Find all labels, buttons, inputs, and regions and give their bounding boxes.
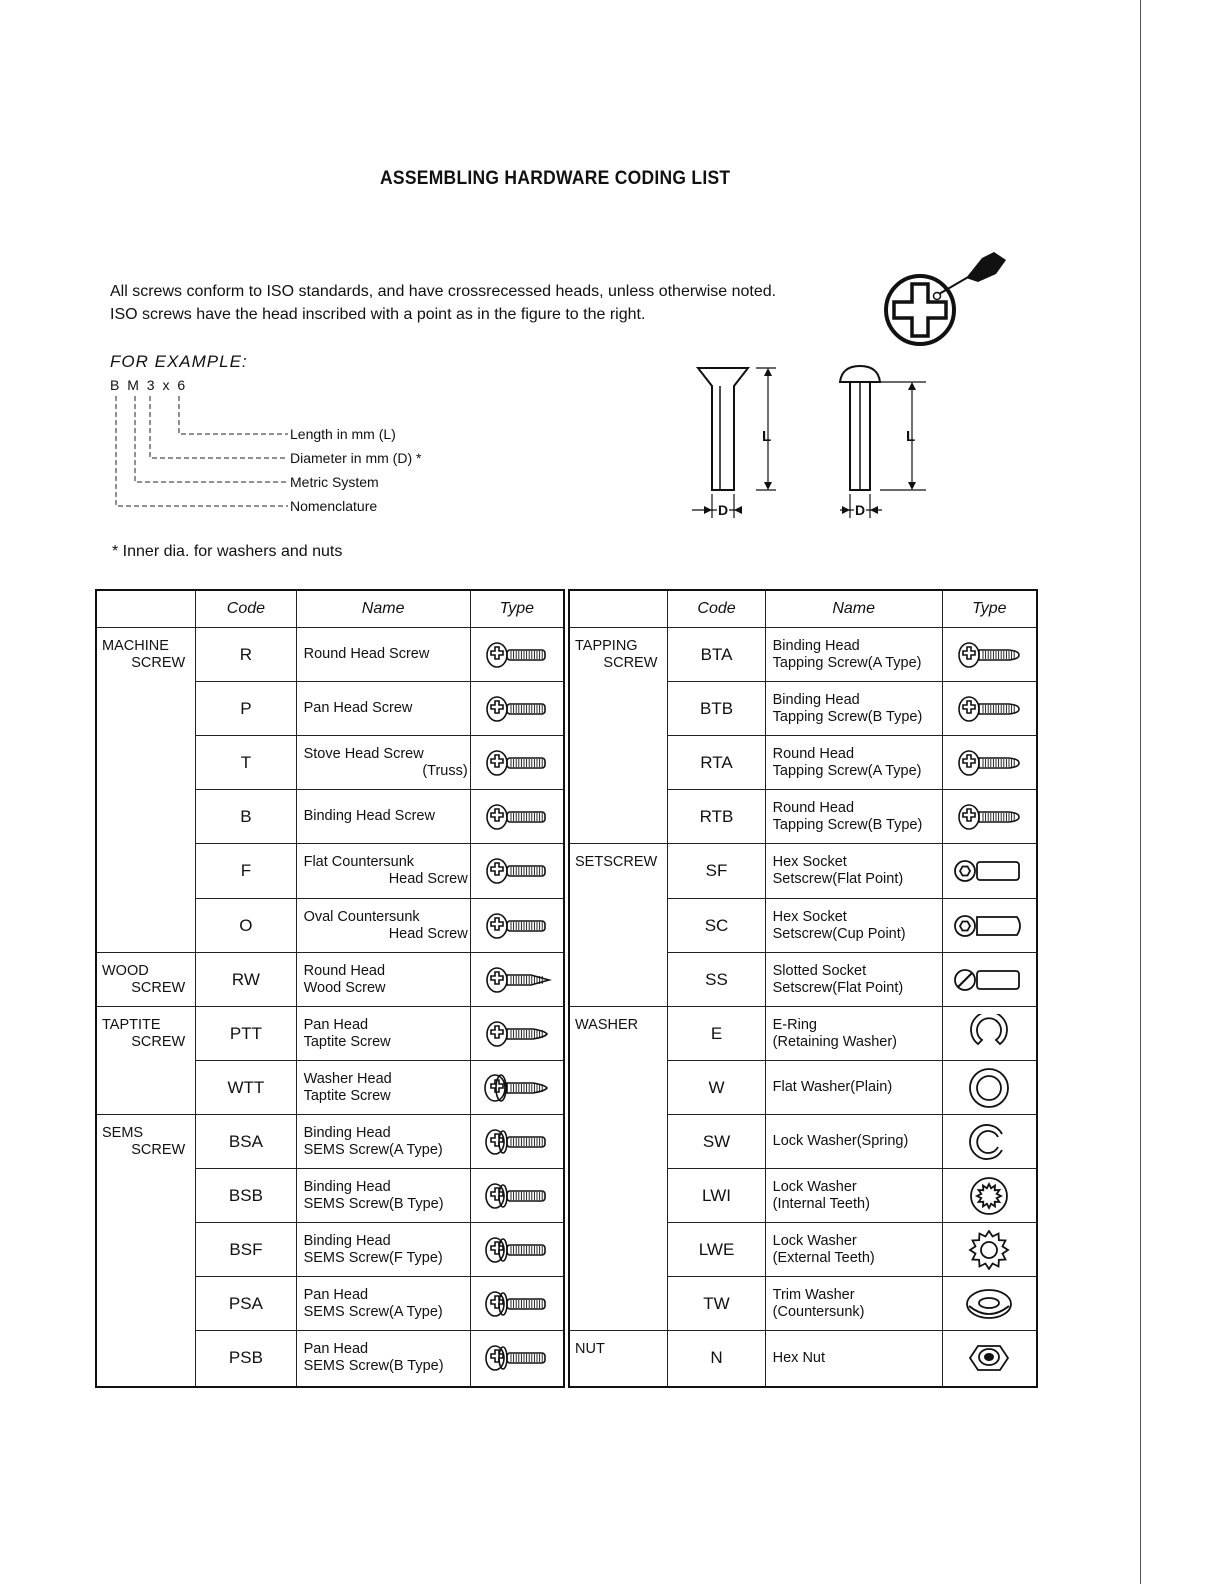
hardware-name: [296, 1115, 470, 1169]
internal-tooth-washer-icon: [943, 1176, 1036, 1216]
hardware-name: [765, 953, 942, 1007]
left-header-code: Code: [196, 590, 296, 628]
left-header-name: Name: [296, 590, 470, 628]
hardware-type-cell: [942, 628, 1037, 682]
right-header-type: Type: [942, 590, 1037, 628]
screw-dimension-figure: [690, 362, 940, 527]
category-label: WASHER: [575, 1017, 639, 1033]
hardware-name-line: Lock Washer: [772, 1232, 857, 1249]
hardware-code: E: [668, 1007, 765, 1061]
hardware-code: PTT: [196, 1007, 296, 1061]
right-table-row: [569, 628, 1037, 682]
hardware-name: [765, 1115, 942, 1169]
category-label: MACHINE: [102, 638, 169, 654]
hardware-code: F: [196, 844, 296, 899]
right-category-cell: [569, 1007, 668, 1331]
hardware-name-line: Tapping Screw(B Type): [772, 816, 923, 833]
hardware-type-cell: [942, 1115, 1037, 1169]
sems-screw-a-icon: [471, 1126, 563, 1158]
category-label: TAPTITE: [102, 1017, 161, 1033]
category-label: SCREW: [131, 655, 186, 671]
page-edge-line: [1140, 0, 1141, 1584]
hardware-name-line: Binding Head: [772, 637, 860, 654]
left-category-cell: [96, 1007, 196, 1115]
hardware-type-cell: [942, 844, 1037, 899]
hardware-name-line: Setscrew(Flat Point): [772, 871, 904, 887]
hardware-name-line: Round Head: [303, 962, 386, 979]
spring-lock-washer-icon: [943, 1122, 1036, 1162]
right-category-cell: [569, 628, 668, 844]
wood-screw-icon: [471, 964, 563, 996]
slotted-setscrew-icon: [943, 964, 1036, 996]
round-head-screw-icon: [471, 639, 563, 671]
left-header-type: Type: [470, 590, 564, 628]
hardware-name-line: Setscrew(Cup Point): [772, 925, 906, 942]
hardware-name: [296, 790, 470, 844]
hardware-type-cell: [942, 1277, 1037, 1331]
right-category-cell: [569, 1331, 668, 1387]
hardware-name: [765, 844, 942, 899]
category-label: TAPPING: [575, 638, 638, 654]
pan-taptite-screw-icon: [471, 1018, 563, 1050]
hardware-name-line: Tapping Screw(A Type): [772, 654, 922, 671]
hardware-type-cell: [942, 790, 1037, 844]
category-label: SCREW: [131, 1142, 186, 1158]
hardware-name-line: (External Teeth): [772, 1249, 875, 1266]
hardware-type-cell: [470, 628, 564, 682]
category-label: NUT: [575, 1341, 605, 1357]
hardware-name-line: Pan Head: [303, 1016, 369, 1033]
hardware-name-line: Binding Head: [303, 1178, 391, 1195]
left-category-cell: [96, 953, 196, 1007]
hardware-code: PSB: [196, 1331, 296, 1387]
hardware-name: [296, 899, 470, 953]
hardware-name-line: Lock Washer: [772, 1178, 857, 1195]
hardware-name-line: Head Screw: [388, 925, 468, 942]
hardware-name: [296, 1277, 470, 1331]
stove-head-screw-icon: [471, 747, 563, 779]
hardware-code: WTT: [196, 1061, 296, 1115]
washer-note: * Inner dia. for washers and nuts: [112, 543, 343, 560]
hardware-name-line: Pan Head: [303, 1341, 369, 1358]
example-code: B M 3 x 6: [110, 377, 188, 393]
hardware-name: [296, 1007, 470, 1061]
hardware-name: [765, 1007, 942, 1061]
hardware-type-cell: [942, 682, 1037, 736]
hardware-type-cell: [470, 1169, 564, 1223]
dim-label-D-1: D: [718, 502, 729, 518]
hardware-name-line: Oval Countersunk: [303, 908, 420, 925]
hardware-name: [296, 844, 470, 899]
right-table-row: [569, 1331, 1037, 1387]
hardware-name-line: Round Head: [772, 745, 855, 762]
hardware-type-cell: [942, 736, 1037, 790]
left-header-category: [96, 590, 196, 628]
hardware-name: [296, 736, 470, 790]
hardware-name-line: Pan Head Screw: [303, 700, 413, 716]
hardware-name-line: Washer Head: [303, 1070, 392, 1087]
hardware-type-cell: [470, 953, 564, 1007]
left-category-cell: [96, 1115, 196, 1387]
hardware-name-line: Binding Head Screw: [303, 808, 435, 824]
oval-countersunk-screw-icon: [471, 910, 563, 942]
hardware-name-line: (Internal Teeth): [772, 1195, 870, 1212]
right-header-code: Code: [668, 590, 765, 628]
hardware-code: RTB: [668, 790, 765, 844]
left-coding-table: [95, 589, 565, 1388]
hardware-type-cell: [942, 1061, 1037, 1115]
hardware-type-cell: [942, 1223, 1037, 1277]
hardware-code: BSB: [196, 1169, 296, 1223]
left-table-row: [96, 1007, 564, 1061]
hardware-name: [765, 899, 942, 953]
category-label: SCREW: [603, 655, 658, 671]
hardware-code: SC: [668, 899, 765, 953]
right-category-cell: [569, 844, 668, 1007]
legend-nomenclature: Nomenclature: [290, 498, 378, 514]
hardware-name-line: Trim Washer: [772, 1286, 855, 1303]
hardware-name-line: Round Head Screw: [303, 646, 430, 662]
iso-cross-head-icon: [882, 248, 1012, 348]
hardware-code: LWI: [668, 1169, 765, 1223]
tapping-screw-a-icon: [943, 639, 1036, 671]
category-label: SCREW: [131, 1034, 186, 1050]
right-coding-table: [568, 589, 1038, 1388]
hardware-name: [765, 628, 942, 682]
flat-countersunk-screw-icon: [471, 855, 563, 887]
category-label: SEMS: [102, 1125, 144, 1141]
binding-head-screw-icon: [471, 801, 563, 833]
right-header-name: Name: [765, 590, 942, 628]
hardware-code: SS: [668, 953, 765, 1007]
hardware-type-cell: [942, 899, 1037, 953]
dim-label-L-1: L: [762, 428, 772, 445]
hardware-name-line: Setscrew(Flat Point): [772, 979, 904, 996]
category-label: SETSCREW: [575, 854, 658, 870]
hardware-type-cell: [942, 1007, 1037, 1061]
hardware-type-cell: [470, 844, 564, 899]
hardware-code: SF: [668, 844, 765, 899]
sems-screw-f-icon: [471, 1234, 563, 1266]
pan-sems-screw-a-icon: [471, 1288, 563, 1320]
hardware-name-line: Hex Socket: [772, 854, 847, 870]
left-category-cell: [96, 628, 196, 953]
hardware-code: R: [196, 628, 296, 682]
hardware-name-line: E-Ring: [772, 1016, 817, 1033]
legend-length: Length in mm (L): [290, 426, 396, 442]
hardware-name-line: Slotted Socket: [772, 962, 867, 979]
round-tapping-screw-b-icon: [943, 801, 1036, 833]
hardware-name: [765, 1331, 942, 1387]
hardware-code: BSA: [196, 1115, 296, 1169]
hardware-name-line: SEMS Screw(A Type): [303, 1303, 443, 1320]
sems-screw-b-icon: [471, 1180, 563, 1212]
hardware-name-line: Pan Head: [303, 1286, 369, 1303]
category-label: WOOD: [102, 963, 149, 979]
hardware-name-line: SEMS Screw(A Type): [303, 1141, 443, 1158]
hardware-code: W: [668, 1061, 765, 1115]
hardware-code: BTB: [668, 682, 765, 736]
dim-label-D-2: D: [855, 502, 866, 518]
hardware-name-line: (Retaining Washer): [772, 1033, 898, 1050]
flat-washer-icon: [943, 1068, 1036, 1108]
hardware-name-line: (Countersunk): [772, 1303, 865, 1320]
hardware-code: RTA: [668, 736, 765, 790]
hardware-type-cell: [470, 1277, 564, 1331]
pan-sems-screw-b-icon: [471, 1342, 563, 1374]
hardware-name: [765, 682, 942, 736]
trim-washer-icon: [943, 1284, 1036, 1324]
hex-nut-icon: [943, 1338, 1036, 1378]
hardware-name-line: Wood Screw: [303, 979, 386, 996]
hardware-name: [296, 628, 470, 682]
hardware-name: [765, 1223, 942, 1277]
hex-setscrew-flat-icon: [943, 855, 1036, 887]
external-tooth-washer-icon: [943, 1230, 1036, 1270]
hardware-name: [296, 1061, 470, 1115]
right-header-category: [569, 590, 668, 628]
hardware-name-line: Binding Head: [303, 1124, 391, 1141]
hardware-type-cell: [470, 1061, 564, 1115]
hardware-code: RW: [196, 953, 296, 1007]
washer-taptite-screw-icon: [471, 1072, 563, 1104]
hardware-type-cell: [942, 953, 1037, 1007]
example-label: FOR EXAMPLE:: [110, 352, 248, 371]
hardware-name: [296, 1223, 470, 1277]
hardware-name-line: SEMS Screw(F Type): [303, 1249, 443, 1266]
pan-head-screw-icon: [471, 693, 563, 725]
hardware-code: TW: [668, 1277, 765, 1331]
dim-label-L-2: L: [906, 428, 916, 445]
intro-line-1: All screws conform to ISO standards, and have crossrecessed heads, unless otherwise noted.: [110, 283, 777, 300]
hardware-code: BSF: [196, 1223, 296, 1277]
hardware-type-cell: [942, 1169, 1037, 1223]
hardware-type-cell: [470, 1007, 564, 1061]
right-table-row: [569, 1007, 1037, 1061]
hardware-code: N: [668, 1331, 765, 1387]
hardware-name-line: Binding Head: [303, 1232, 391, 1249]
hardware-name-line: Round Head: [772, 799, 855, 816]
hardware-name-line: SEMS Screw(B Type): [303, 1195, 444, 1212]
hardware-name-line: Stove Head Screw: [303, 745, 424, 762]
left-table-row: [96, 953, 564, 1007]
hardware-type-cell: [470, 790, 564, 844]
hardware-code: SW: [668, 1115, 765, 1169]
hardware-name: [765, 736, 942, 790]
hardware-name-line: Flat Washer(Plain): [772, 1079, 893, 1095]
hardware-name: [765, 1169, 942, 1223]
hardware-name-line: Binding Head: [772, 691, 860, 708]
hardware-type-cell: [470, 1331, 564, 1387]
hardware-code: LWE: [668, 1223, 765, 1277]
hardware-name: [296, 1169, 470, 1223]
hardware-name: [296, 953, 470, 1007]
hex-setscrew-cup-icon: [943, 910, 1036, 942]
hardware-name-line: Taptite Screw: [303, 1087, 391, 1104]
iso-screw-head-figure: [882, 248, 1012, 353]
hardware-type-cell: [470, 736, 564, 790]
tapping-screw-b-icon: [943, 693, 1036, 725]
hardware-code: P: [196, 682, 296, 736]
hardware-name-line: Head Screw: [388, 871, 468, 887]
hardware-name-line: Hex Nut: [772, 1349, 826, 1366]
hardware-type-cell: [942, 1331, 1037, 1387]
left-table-row: [96, 628, 564, 682]
hardware-name: [296, 682, 470, 736]
hardware-name-line: Tapping Screw(A Type): [772, 762, 922, 779]
right-table-row: [569, 844, 1037, 899]
hardware-type-cell: [470, 899, 564, 953]
intro-text: [110, 280, 776, 326]
hardware-code: BTA: [668, 628, 765, 682]
hardware-code: T: [196, 736, 296, 790]
hardware-type-cell: [470, 1223, 564, 1277]
hardware-name: [296, 1331, 470, 1387]
example-leader-lines: [108, 394, 293, 514]
legend-diameter: Diameter in mm (D) *: [290, 450, 422, 466]
hardware-name-line: Flat Countersunk: [303, 854, 415, 870]
category-label: SCREW: [131, 980, 186, 996]
legend-metric: Metric System: [290, 474, 379, 490]
hardware-name: [765, 1061, 942, 1115]
hardware-code: PSA: [196, 1277, 296, 1331]
left-table-row: [96, 1115, 564, 1169]
e-ring-icon: [943, 1014, 1036, 1054]
hardware-name: [765, 790, 942, 844]
page-title: ASSEMBLING HARDWARE CODING LIST: [380, 168, 731, 189]
hardware-name-line: Taptite Screw: [303, 1033, 391, 1050]
round-tapping-screw-a-icon: [943, 747, 1036, 779]
hardware-code: B: [196, 790, 296, 844]
hardware-code: O: [196, 899, 296, 953]
hardware-name: [765, 1277, 942, 1331]
intro-line-2: ISO screws have the head inscribed with a point as in the figure to the right.: [110, 306, 646, 323]
hardware-name-line: Tapping Screw(B Type): [772, 708, 923, 725]
hardware-name-line: (Truss): [422, 762, 468, 779]
hardware-type-cell: [470, 1115, 564, 1169]
hardware-name-line: Hex Socket: [772, 908, 847, 925]
hardware-name-line: Lock Washer(Spring): [772, 1133, 909, 1149]
hardware-type-cell: [470, 682, 564, 736]
hardware-name-line: SEMS Screw(B Type): [303, 1358, 444, 1375]
